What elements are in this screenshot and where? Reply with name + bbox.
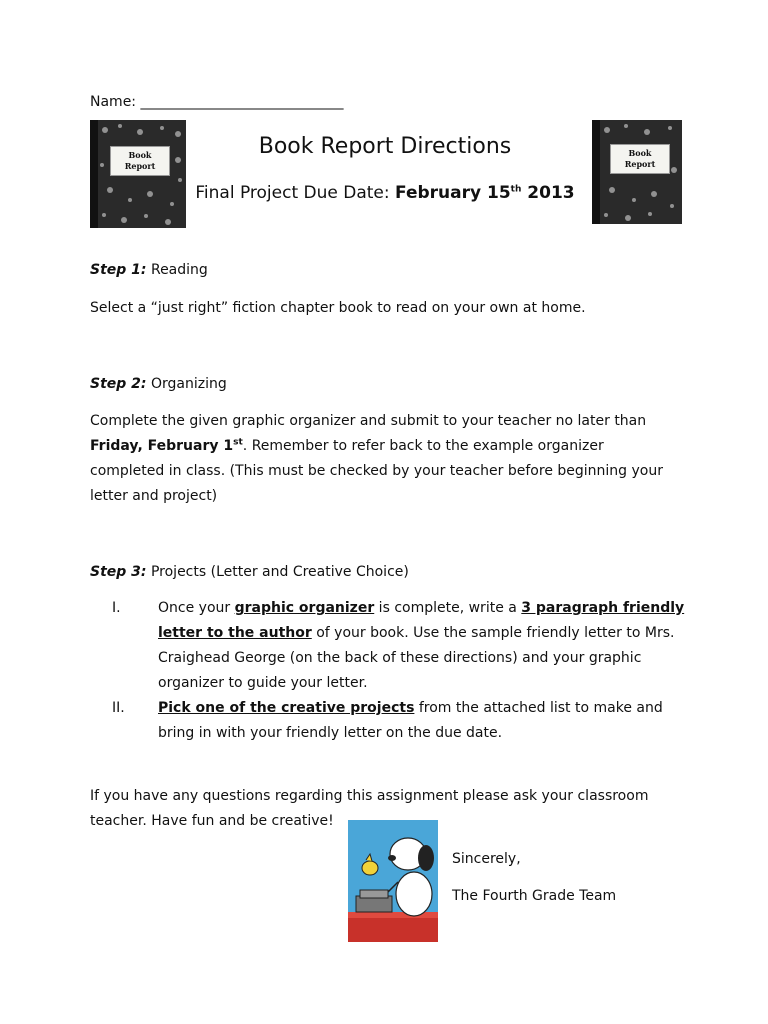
composition-notebook-image-right [592,120,682,224]
page-title: Book Report Directions [258,134,512,159]
closing-sincerely: Sincerely, [452,851,521,867]
closing-line1: If you have any questions regarding this assignment please ask your classroom [90,788,649,804]
step2-text-line2: Friday, February 1st. Remember to refer back to the example organizer [90,437,604,454]
step2-text-line1: Complete the given graphic organizer and submit to your teacher no later than [90,413,647,429]
notebook-label: Book Report [610,144,670,174]
name-field-label: Name: _____________________________ [90,94,344,110]
step1-heading: Step 1: Reading [90,262,208,278]
step2-heading: Step 2: Organizing [90,376,227,392]
snoopy-typewriter-image [348,820,438,942]
step3-item1-line4: organizer to guide your letter. [158,675,368,691]
step2-text-line4: letter and project) [90,488,218,504]
step3-heading: Step 3: Projects (Letter and Creative Choice) [90,564,409,580]
step3-item2-number: II. [112,700,125,716]
step3-item1-number: I. [112,600,121,616]
step3-item1-line2: letter to the author of your book. Use the sample friendly letter to Mrs. [158,625,675,641]
step3-item2-line2: bring in with your friendly letter on the due date. [158,725,503,741]
due-date-line: Final Project Due Date: February 15th 2013 [195,183,575,203]
step3-item1-line1: Once your graphic organizer is complete, write a 3 paragraph friendly [158,600,685,616]
step1-text: Select a “just right” fiction chapter book to read on your own at home. [90,300,586,316]
notebook-label: Book Report [110,146,170,176]
step3-item2-line1: Pick one of the creative projects from the attached list to make and [158,700,663,716]
closing-line2: teacher. Have fun and be creative! [90,813,334,829]
closing-signature: The Fourth Grade Team [452,888,617,904]
step3-item1-line3: Craighead George (on the back of these directions) and your graphic [158,650,642,666]
step2-text-line3: completed in class. (This must be checked by your teacher before beginning your [90,463,663,479]
composition-notebook-image-left [90,120,186,228]
